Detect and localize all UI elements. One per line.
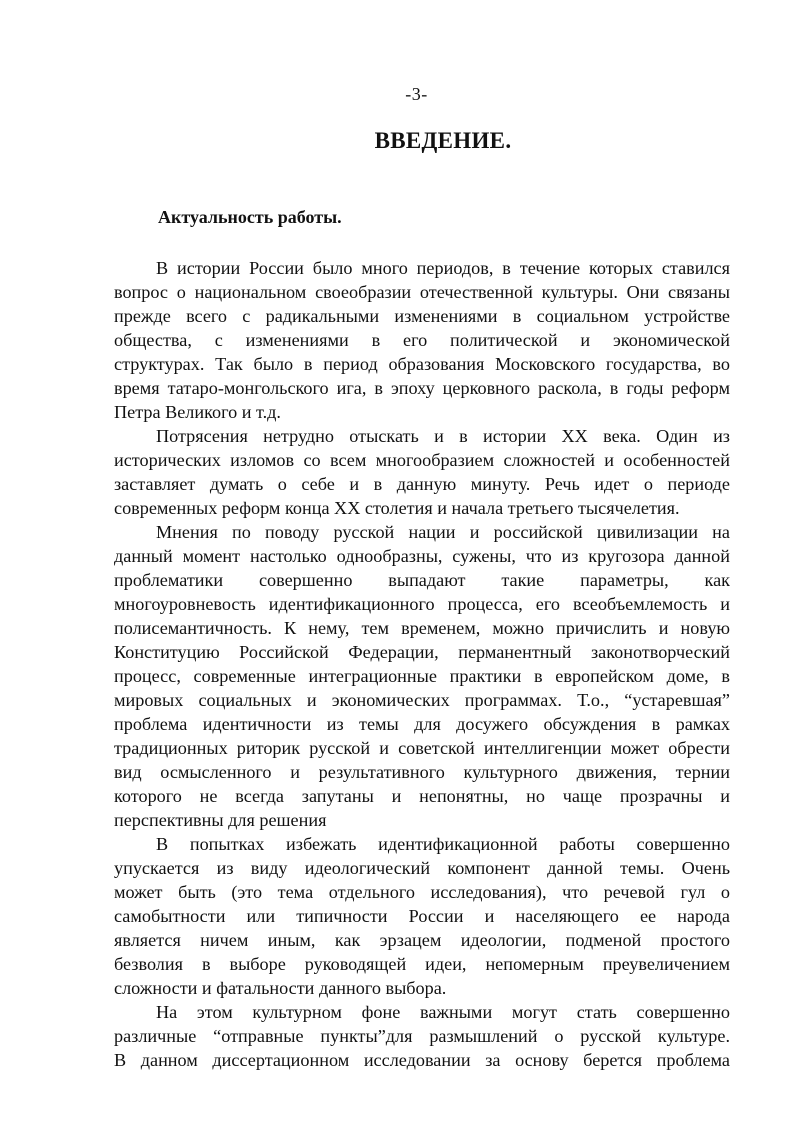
paragraph xyxy=(114,520,730,832)
text-line: вид осмысленного и результативного культурного движения, тернии xyxy=(114,762,730,782)
text-line: мировых социальных и экономических программах. Т.о., “устаревшая” xyxy=(114,690,730,710)
text-line: исторических изломов со всем многообразием сложностей и особенностей xyxy=(114,450,730,470)
paragraph xyxy=(114,424,730,520)
text-line: полисемантичность. К нему, тем временем, можно причислить и новую xyxy=(114,618,730,638)
body-text xyxy=(114,256,730,1072)
page-number: -3- xyxy=(405,84,428,104)
text-line: традиционных риторик русской и советской интеллигенции может обрести xyxy=(114,738,730,758)
text-line: Конституцию Российской Федерации, перманентный законотворческий xyxy=(114,642,730,662)
page-title: ВВЕДЕНИЕ. xyxy=(374,128,512,153)
text-line: различные “отправные пункты”для размышлений о русской культуре. xyxy=(114,1026,730,1046)
text-line: самобытности или типичности России и населяющего ее народа xyxy=(114,906,730,926)
text-line: данный момент настолько однообразны, сужены, что из кругозора данной xyxy=(114,546,730,566)
text-line: Потрясения нетрудно отыскать и в истории XX века. Один из xyxy=(156,426,730,446)
text-line: прежде всего с радикальными изменениями в социальном устройстве xyxy=(114,306,730,326)
text-line: Мнения по поводу русской нации и российской цивилизации на xyxy=(156,522,730,542)
text-line: может быть (это тема отдельного исследования), что речевой гул о xyxy=(114,882,730,902)
text-line: структурах. Так было в период образования Московского государства, во xyxy=(114,354,730,374)
text-line: Петра Великого и т.д. xyxy=(114,402,281,422)
text-line: которого не всегда запутаны и непонятны, но чаще прозрачны и xyxy=(114,786,730,806)
text-line: процесс, современные интеграционные практики в европейском доме, в xyxy=(114,666,730,686)
text-line: проблематики совершенно выпадают такие параметры, как xyxy=(114,570,730,590)
text-line: перспективны для решения xyxy=(114,810,327,830)
text-line: современных реформ конца XX столетия и начала третьего тысячелетия. xyxy=(114,498,680,518)
text-line: сложности и фатальности данного выбора. xyxy=(114,978,447,998)
section-heading: Актуальность работы. xyxy=(158,207,342,227)
text-line: вопрос о национальном своеобразии отечественной культуры. Они связаны xyxy=(114,282,730,302)
text-line: безволия в выборе руководящей идеи, непомерным преувеличением xyxy=(114,954,730,974)
text-line: является ничем иным, как эрзацем идеологии, подменой простого xyxy=(114,930,730,950)
text-line: На этом культурном фоне важными могут стать совершенно xyxy=(156,1002,730,1022)
text-line: проблема идентичности из темы для досужего обсуждения в рамках xyxy=(114,714,730,734)
text-line: заставляет думать о себе и в данную минуту. Речь идет о периоде xyxy=(114,474,730,494)
paragraph xyxy=(114,256,730,424)
text-line: В истории России было много периодов, в течение которых ставился xyxy=(156,258,730,278)
text-line: общества, с изменениями в его политической и экономической xyxy=(114,330,730,350)
paragraph xyxy=(114,832,730,1000)
text-line: В попытках избежать идентификационной работы совершенно xyxy=(156,834,730,854)
text-line: время татаро-монгольского ига, в эпоху церковного раскола, в годы реформ xyxy=(114,378,730,398)
paragraph xyxy=(114,1000,730,1072)
text-line: В данном диссертационном исследовании за основу берется проблема xyxy=(114,1050,730,1070)
text-line: многоуровневость идентификационного процесса, его всеобъемлемость и xyxy=(114,594,730,614)
text-line: упускается из виду идеологический компонент данной темы. Очень xyxy=(114,858,730,878)
